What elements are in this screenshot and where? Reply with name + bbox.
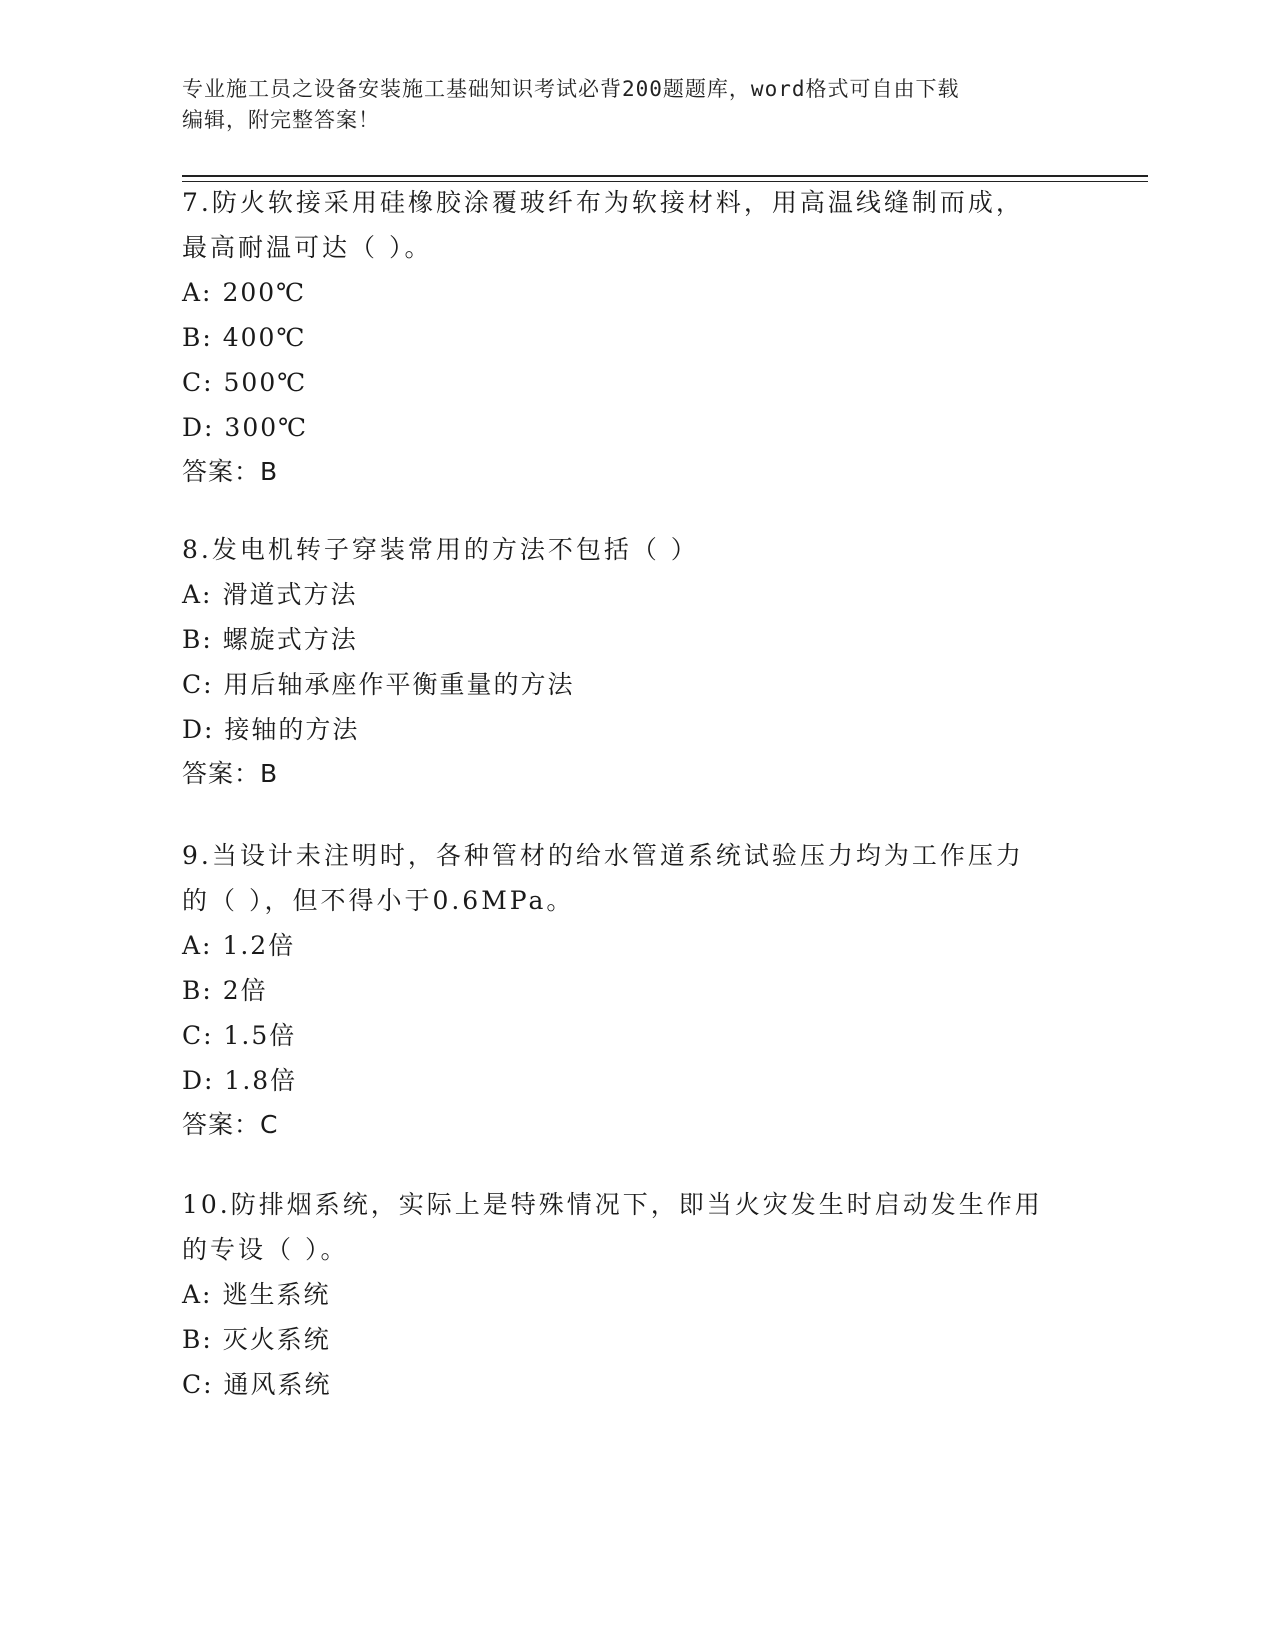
question-stem-line: 的专设（ ）。: [182, 1235, 349, 1264]
answer-text: 答案：B: [182, 759, 279, 788]
option-a: [182, 923, 1082, 968]
answer-text: 答案：C: [182, 1110, 279, 1139]
option-b: [182, 1317, 1082, 1362]
option-key: D:: [182, 413, 215, 442]
question-stem: [182, 833, 1082, 923]
question-stem-line: 7.防火软接采用硅橡胶涂覆玻纤布为软接材料，用高温线缝制而成，: [182, 188, 1024, 217]
option-d: [182, 1058, 1082, 1103]
header-divider-thick: [182, 175, 1148, 177]
option-key: D:: [182, 1066, 215, 1095]
option-c: [182, 662, 1082, 707]
option-text: 400℃: [222, 323, 307, 352]
question-stem-line: 9.当设计未注明时，各种管材的给水管道系统试验压力均为工作压力: [182, 841, 1024, 870]
document-header: [182, 74, 1062, 136]
option-text: 逃生系统: [222, 1280, 331, 1309]
option-text: 用后轴承座作平衡重量的方法: [223, 670, 575, 699]
option-key: A:: [182, 1280, 213, 1309]
question-stem-line: 的（ ），但不得小于0.6MPa。: [182, 886, 575, 915]
option-key: C:: [182, 1370, 214, 1399]
option-a: [182, 572, 1082, 617]
option-key: D:: [182, 715, 215, 744]
option-d: [182, 707, 1082, 752]
option-key: B:: [182, 323, 213, 352]
option-text: 500℃: [223, 368, 308, 397]
option-c: [182, 360, 1082, 405]
option-text: 1.2倍: [222, 931, 296, 960]
option-key: A:: [182, 278, 213, 307]
option-b: [182, 315, 1082, 360]
question-stem-line: 10.防排烟系统，实际上是特殊情况下，即当火灾发生时启动发生作用: [182, 1190, 1043, 1219]
option-text: 1.8倍: [224, 1066, 298, 1095]
option-text: 灭火系统: [222, 1325, 331, 1354]
option-b: [182, 617, 1082, 662]
option-key: B:: [182, 1325, 213, 1354]
question-9: [182, 833, 1082, 1147]
option-text: 200℃: [222, 278, 307, 307]
question-8: [182, 527, 1082, 796]
question-stem: [182, 527, 1082, 572]
question-stem: [182, 180, 1082, 270]
option-c: [182, 1362, 1082, 1407]
option-key: B:: [182, 976, 213, 1005]
option-text: 螺旋式方法: [222, 625, 358, 654]
option-b: [182, 968, 1082, 1013]
option-a: [182, 270, 1082, 315]
option-d: [182, 405, 1082, 450]
question-stem-line: 8.发电机转子穿装常用的方法不包括（ ）: [182, 535, 699, 564]
question-stem-line: 最高耐温可达（ ）。: [182, 233, 433, 262]
option-text: 通风系统: [223, 1370, 332, 1399]
option-key: A:: [182, 931, 213, 960]
header-title-line-1: 专业施工员之设备安装施工基础知识考试必背200题题库，word格式可自由下载: [182, 77, 960, 101]
option-key: C:: [182, 368, 214, 397]
answer-text: 答案：B: [182, 457, 279, 486]
option-text: 接轴的方法: [224, 715, 360, 744]
option-key: A:: [182, 580, 213, 609]
option-text: 1.5倍: [223, 1021, 297, 1050]
option-text: 2倍: [222, 976, 268, 1005]
question-10: [182, 1182, 1082, 1407]
question-7: [182, 180, 1082, 494]
option-a: [182, 1272, 1082, 1317]
option-key: C:: [182, 670, 214, 699]
question-stem: [182, 1182, 1082, 1272]
option-c: [182, 1013, 1082, 1058]
header-title-line-2: 编辑，附完整答案！: [182, 108, 380, 132]
option-text: 300℃: [224, 413, 309, 442]
option-text: 滑道式方法: [222, 580, 358, 609]
option-key: B:: [182, 625, 213, 654]
option-key: C:: [182, 1021, 214, 1050]
